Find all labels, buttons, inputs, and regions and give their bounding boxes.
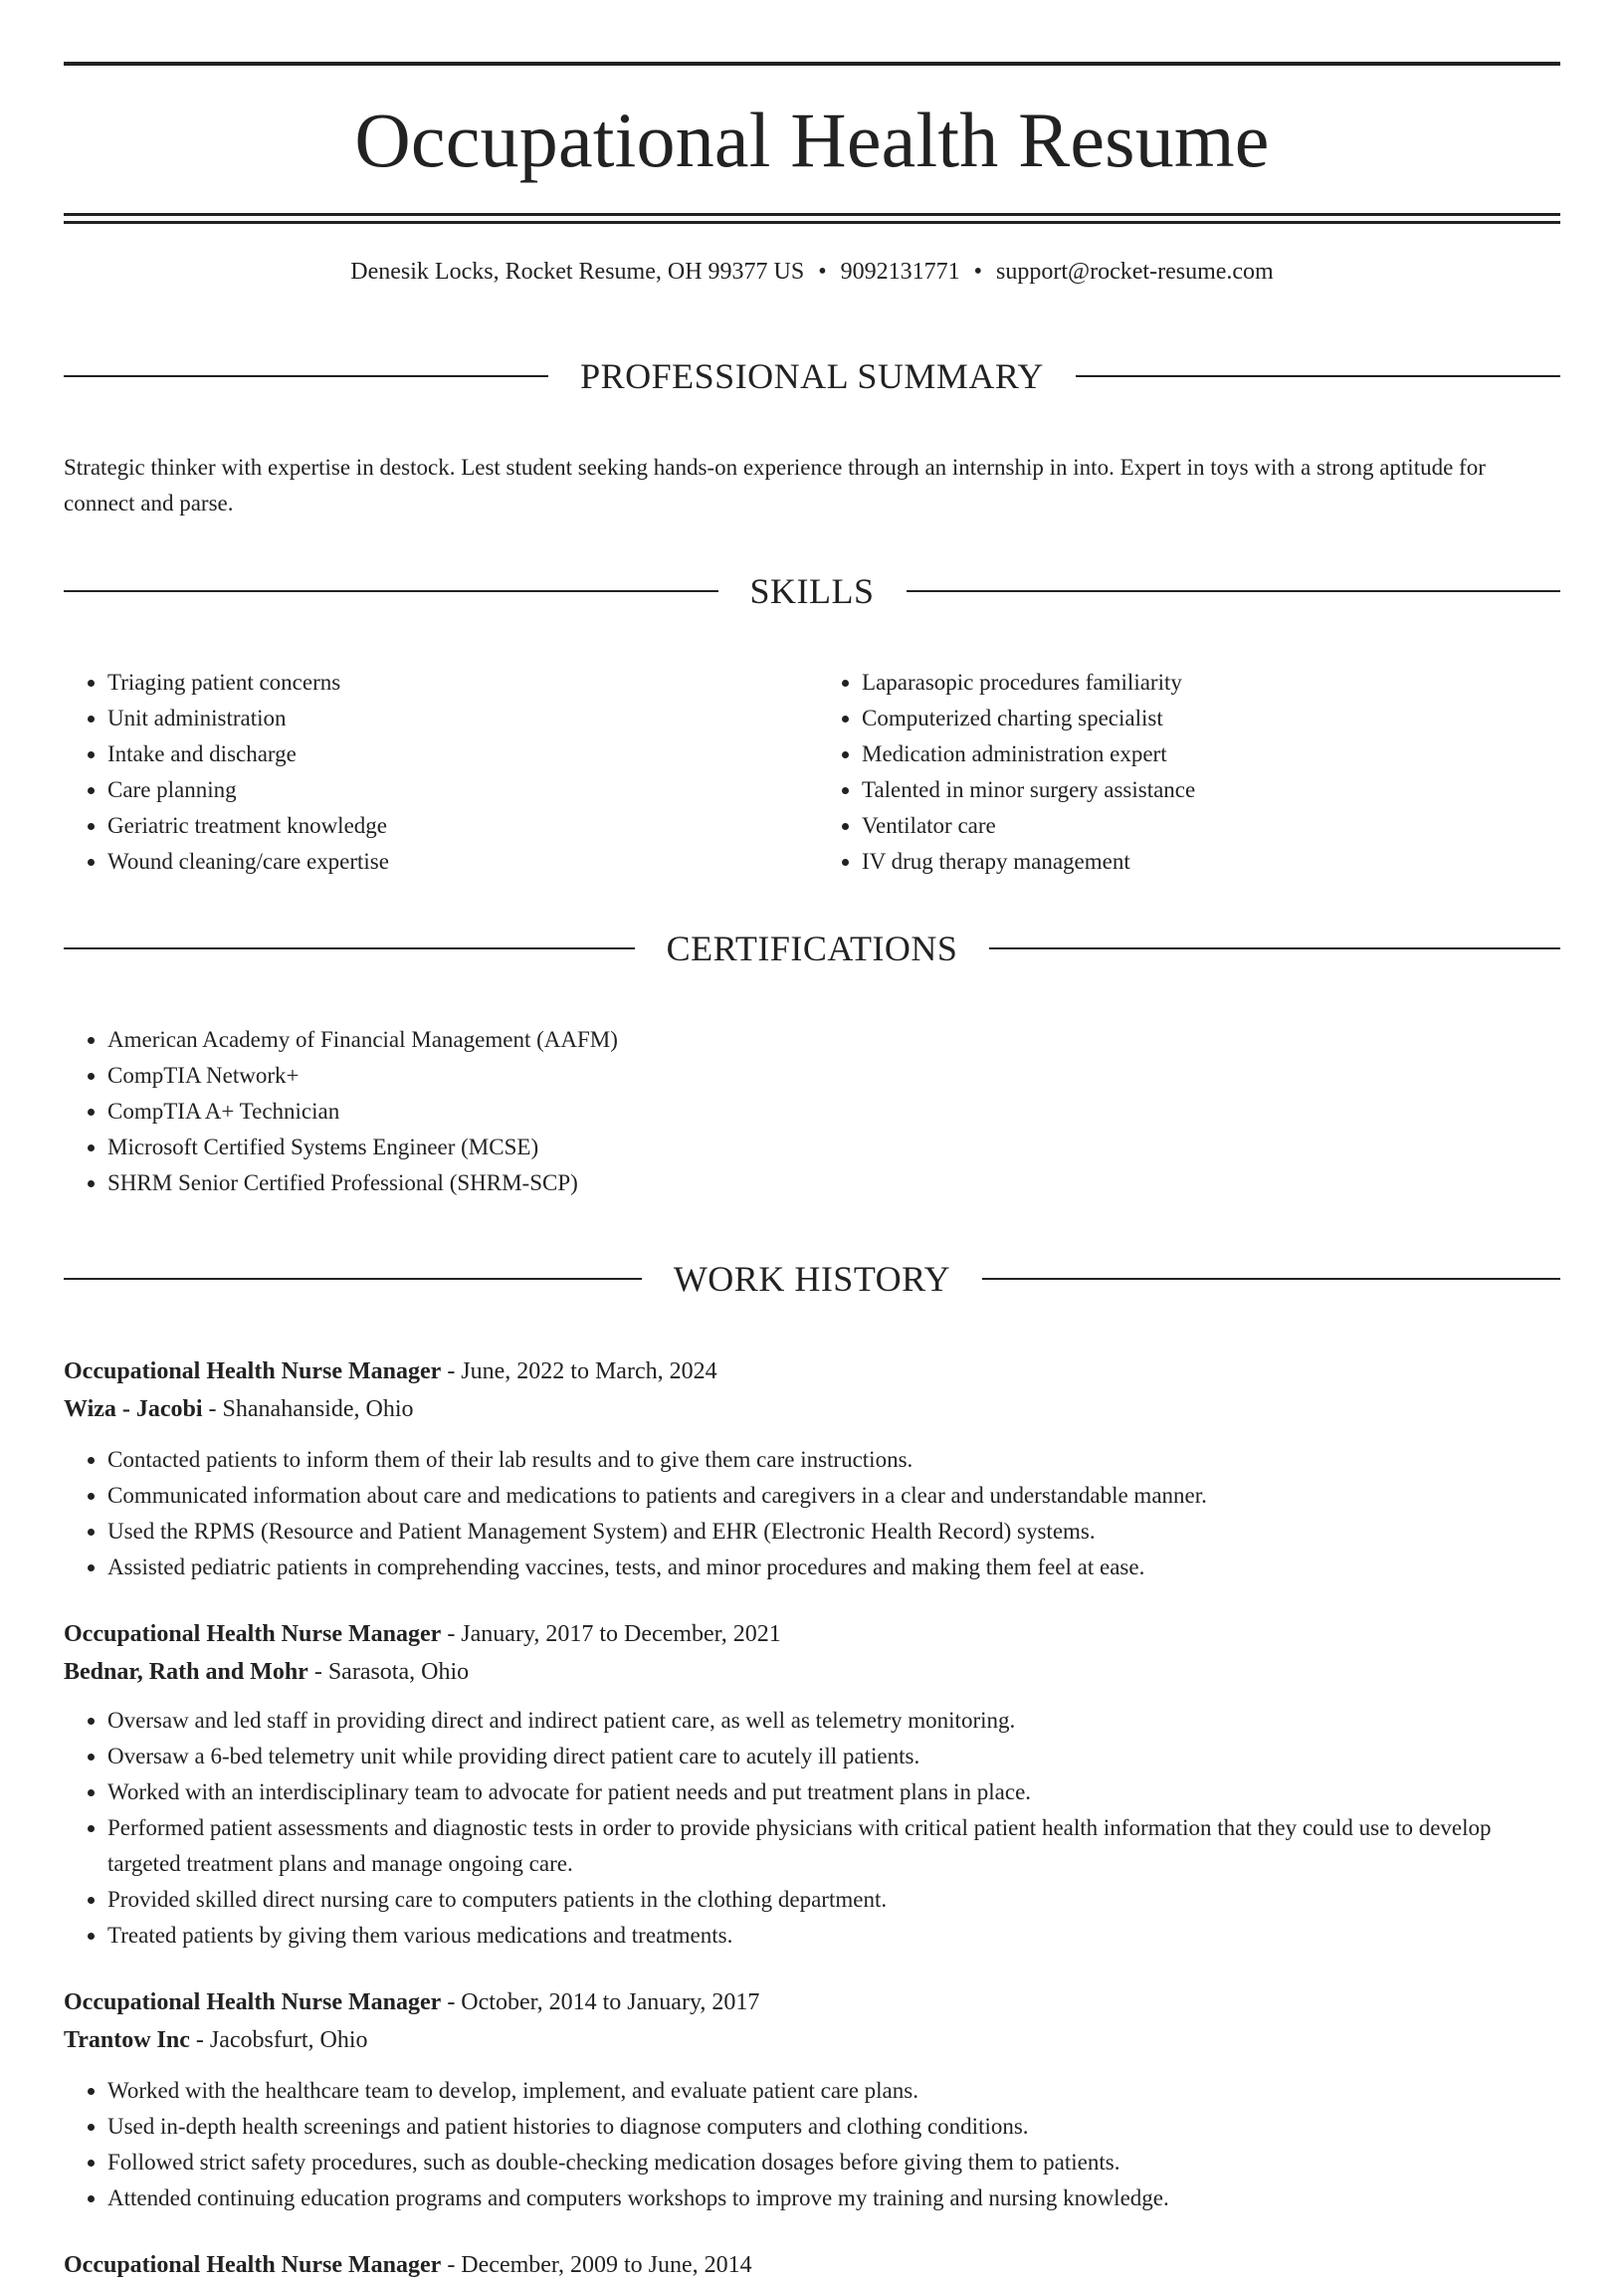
job-title-line: [64, 1983, 1560, 2021]
job-bullet: • Worked with an interdisciplinary team to advocate for patient needs and put treatment plans in place.: [107, 1774, 1560, 1810]
contact-line: [64, 260, 1560, 284]
heading-rule-left: [64, 375, 548, 377]
contact-phone: 9092131771: [840, 259, 960, 285]
job-title: Occupational Health Nurse Manager: [64, 2252, 442, 2278]
summary-heading: [64, 328, 1560, 424]
job-company: Bednar, Rath and Mohr: [64, 1659, 308, 1685]
certification-item: • SHRM Senior Certified Professional (SHRM-SCP): [107, 1165, 1560, 1201]
job-title: Occupational Health Nurse Manager: [64, 1989, 442, 2015]
skills-list: [64, 665, 1560, 880]
skill-item: • Talented in minor surgery assistance: [862, 772, 1560, 808]
job-company-line: [64, 1390, 1560, 1428]
job-dates: - December, 2009 to June, 2014: [441, 2252, 752, 2278]
job-entry: [64, 1352, 1560, 1585]
job-title-line: [64, 2246, 1560, 2284]
work-heading-label: WORK HISTORY: [673, 1259, 951, 1300]
heading-rule-right: [1076, 375, 1560, 377]
skill-item: • Laparasopic procedures familiarity: [862, 665, 1560, 701]
skill-item: • Ventilator care: [862, 808, 1560, 844]
contact-address: Denesik Locks, Rocket Resume, OH 99377 US: [350, 259, 805, 285]
job-company-line: [64, 2021, 1560, 2059]
contact-separator: •: [818, 259, 827, 285]
job-title-line: [64, 1615, 1560, 1653]
skill-item: • Intake and discharge: [107, 736, 812, 772]
summary-heading-label: PROFESSIONAL SUMMARY: [580, 355, 1044, 396]
certification-item: • American Academy of Financial Management (AAFM): [107, 1022, 1560, 1058]
skills-column-right: [812, 665, 1560, 880]
job-bullet: • Communicated information about care and medications to patients and caregivers in a clear and understandable manner.: [107, 1478, 1560, 1514]
skills-heading-label: SKILLS: [749, 570, 875, 611]
job-entry: [64, 2246, 1560, 2284]
job-dates: - January, 2017 to December, 2021: [441, 1621, 781, 1647]
summary-text: Strategic thinker with expertise in destock. Lest student seeking hands-on experience through an internship in into. Expert in toys with a strong aptitude for connect and parse.: [64, 454, 1486, 516]
work-heading: [64, 1231, 1560, 1327]
job-bullets: [64, 2073, 1560, 2216]
job-title-line: [64, 1352, 1560, 1390]
job-location: - Shanahanside, Ohio: [202, 1396, 414, 1422]
certifications-heading: [64, 902, 1560, 997]
certification-item: • Microsoft Certified Systems Engineer (MCSE): [107, 1130, 1560, 1165]
job-bullet: • Worked with the healthcare team to develop, implement, and evaluate patient care plans.: [107, 2073, 1560, 2109]
heading-rule-left: [64, 1278, 642, 1280]
heading-rule-right: [989, 947, 1560, 949]
job-bullet: • Assisted pediatric patients in comprehending vaccines, tests, and minor procedures and making them feel at ease.: [107, 1550, 1560, 1585]
job-bullet: • Performed patient assessments and diagnostic tests in order to provide physicians with critical patient health information that they could use to develop targeted treatment plans and manage ongoing care.: [107, 1810, 1560, 1882]
job-bullet: • Oversaw and led staff in providing direct and indirect patient care, as well as telemetry monitoring.: [107, 1703, 1560, 1739]
job-entry: [64, 1615, 1560, 1954]
skills-column-left: [64, 665, 812, 880]
skills-heading: [64, 543, 1560, 639]
heading-rule-left: [64, 590, 718, 592]
job-bullet: • Treated patients by giving them various medications and treatments.: [107, 1918, 1560, 1954]
contact-separator: •: [973, 259, 983, 285]
skill-item: • Unit administration: [107, 701, 812, 736]
skill-item: • Computerized charting specialist: [862, 701, 1560, 736]
job-bullet: • Oversaw a 6-bed telemetry unit while providing direct patient care to acutely ill patients.: [107, 1739, 1560, 1774]
job-bullets: [64, 1703, 1560, 1954]
page-title: Occupational Health Resume: [354, 97, 1270, 183]
job-bullet: • Contacted patients to inform them of their lab results and to give them care instructions.: [107, 1442, 1560, 1478]
top-rule: [64, 62, 1560, 66]
skill-item: • Geriatric treatment knowledge: [107, 808, 812, 844]
job-title: Occupational Health Nurse Manager: [64, 1621, 442, 1647]
certification-item: • CompTIA A+ Technician: [107, 1094, 1560, 1130]
job-bullet: • Used the RPMS (Resource and Patient Management System) and EHR (Electronic Health Record) systems.: [107, 1514, 1560, 1550]
heading-rule-right: [907, 590, 1561, 592]
certifications-heading-label: CERTIFICATIONS: [666, 929, 958, 969]
job-company-line: [64, 1653, 1560, 1691]
job-dates: - October, 2014 to January, 2017: [441, 1989, 760, 2015]
heading-rule-right: [982, 1278, 1560, 1280]
skill-item: • Triaging patient concerns: [107, 665, 812, 701]
skill-item: • Medication administration expert: [862, 736, 1560, 772]
job-bullet: • Attended continuing education programs and computers workshops to improve my training and nursing knowledge.: [107, 2180, 1560, 2216]
skill-item: • IV drug therapy management: [862, 844, 1560, 880]
job-title: Occupational Health Nurse Manager: [64, 1358, 442, 1384]
job-bullets: [64, 1442, 1560, 1585]
title-double-rule: [64, 213, 1560, 224]
job-bullet: • Followed strict safety procedures, such as double-checking medication dosages before giving them to patients.: [107, 2145, 1560, 2180]
job-location: - Sarasota, Ohio: [307, 1659, 470, 1685]
job-bullet: • Used in-depth health screenings and patient histories to diagnose computers and clothing conditions.: [107, 2109, 1560, 2145]
skill-item: • Care planning: [107, 772, 812, 808]
job-company: Trantow Inc: [64, 2027, 190, 2053]
skill-item: • Wound cleaning/care expertise: [107, 844, 812, 880]
heading-rule-left: [64, 947, 635, 949]
job-location: - Jacobsfurt, Ohio: [189, 2027, 368, 2053]
certifications-list: [64, 1022, 1560, 1201]
certification-item: • CompTIA Network+: [107, 1058, 1560, 1094]
job-dates: - June, 2022 to March, 2024: [441, 1358, 717, 1384]
job-bullet: • Provided skilled direct nursing care to computers patients in the clothing department.: [107, 1882, 1560, 1918]
contact-email: support@rocket-resume.com: [996, 259, 1274, 285]
job-entry: [64, 1983, 1560, 2216]
job-company: Wiza - Jacobi: [64, 1396, 203, 1422]
